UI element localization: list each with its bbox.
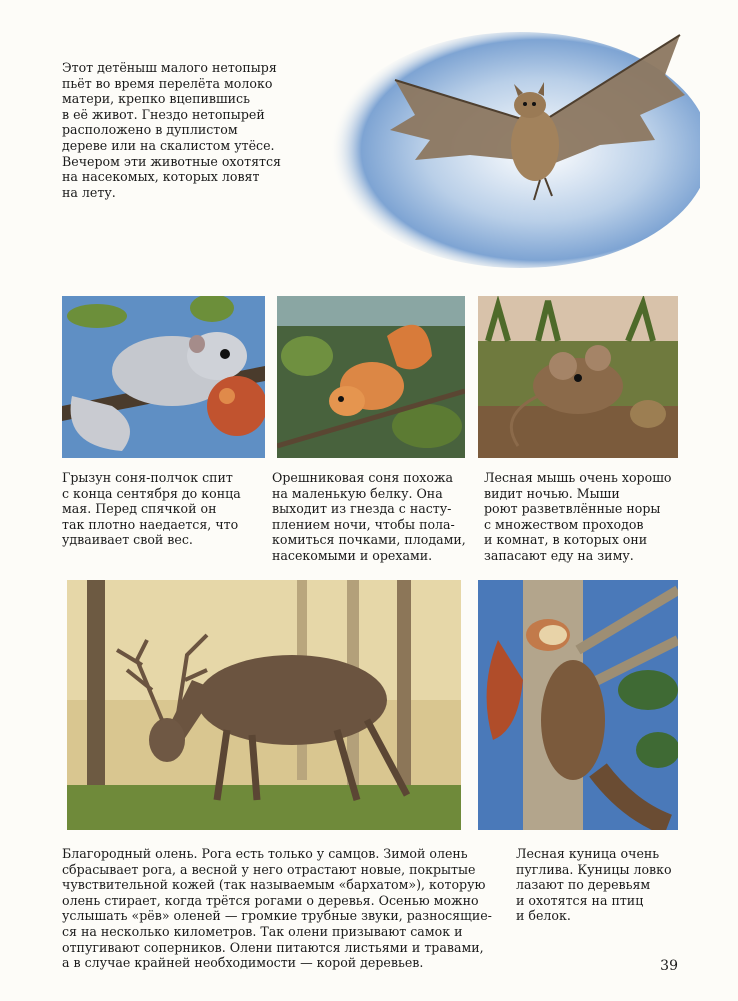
- hazel-dormouse-caption: Орешниковая соня похожа на маленькую белку. Она выходит из гнезда с насту- плением ночи, чтобы пола- комиться почками, плодами, насекомыми и орехами.: [272, 470, 466, 563]
- fat-dormouse-illustration: [62, 296, 265, 458]
- pine-marten-caption: Лесная куница очень пуглива. Куницы ловко лазают по деревьям и охотятся на птиц и белок.: [516, 846, 672, 924]
- pine-marten-illustration: [478, 580, 678, 830]
- red-deer-caption: Благородный олень. Рога есть только у самцов. Зимой олень сбрасывает рога, а весной у него отрастают новые, покрытые чувствительной кожей (так называемым «бархатом»), которую олень стирает, когда трётся рогами о деревья. Осенью можно услышать «рёв» оленей — громкие трубные звуки, разносящие- ся на несколько километров. Так олени призывают самок и отпугивают соперников. Олени питаются листьями и травами, а в случае крайней необходимости — корой деревьев.: [62, 846, 492, 971]
- wood-mouse-illustration: [478, 296, 678, 458]
- bat-caption: Этот детёныш малого нетопыря пьёт во время перелёта молоко матери, крепко вцепившись в её живот. Гнездо нетопырей расположено в дуплистом дереве или на скалистом утёсе. Вечером эти животные охотятся на насекомых, которых ловят на лету.: [62, 60, 281, 200]
- page-number: 39: [660, 958, 678, 974]
- fat-dormouse-caption: Грызун соня-полчок спит с конца сентября до конца мая. Перед спячкой он так плотно наедается, что удваивает свой вес.: [62, 470, 241, 548]
- bat-illustration: [320, 20, 700, 275]
- red-deer-illustration: [67, 580, 461, 830]
- wood-mouse-caption: Лесная мышь очень хорошо видит ночью. Мыши роют разветвлённые норы с множеством проходов и комнат, в которых они запасают еду на зиму.: [484, 470, 672, 563]
- hazel-dormouse-illustration: [277, 296, 465, 458]
